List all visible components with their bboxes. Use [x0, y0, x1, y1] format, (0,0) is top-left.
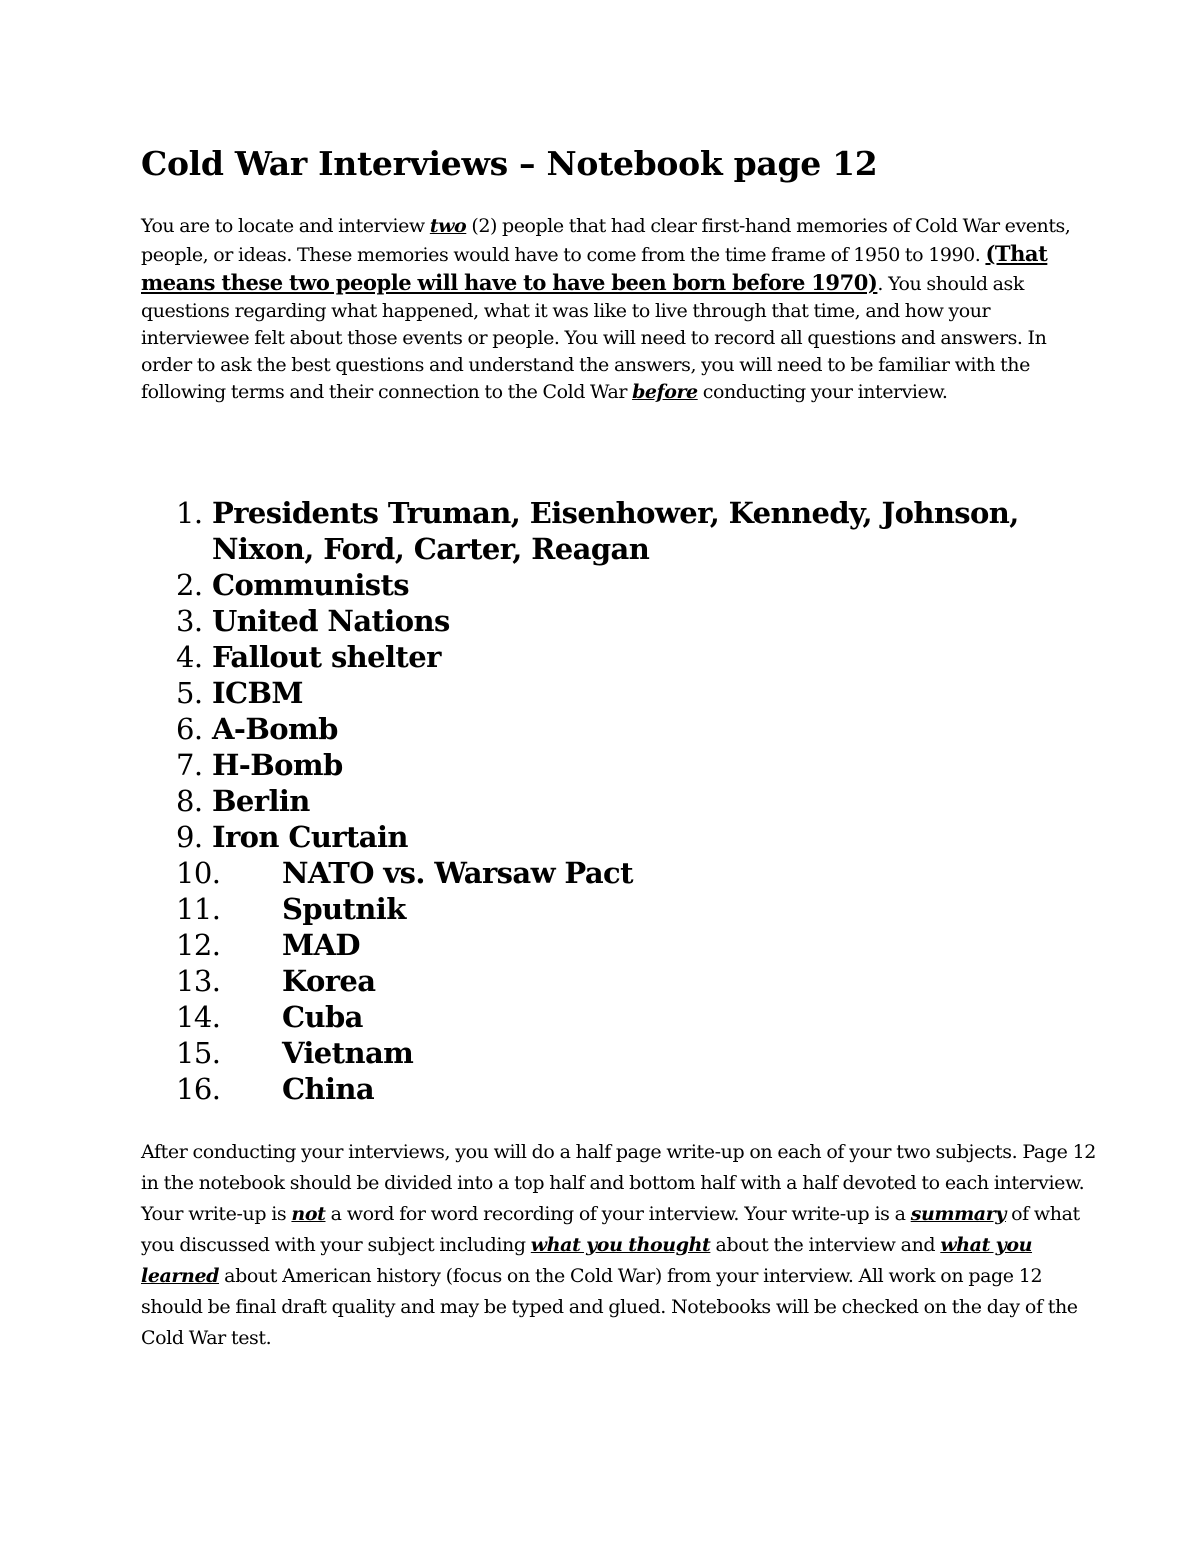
intro-text: conducting your interview.: [697, 381, 948, 403]
term-text: MAD: [282, 928, 360, 962]
instructions-text: about the interview and: [710, 1234, 941, 1256]
intro-text: . You should ask questions regarding what happened, what it was like to live through that time, and how your interviewee felt about those events or people. You will need to record all questions and answers. In order to ask the best questions and understand the answers, you will need to be familiar with the following terms and their connection to the Cold War: [141, 273, 1047, 403]
instructions-text: about American history (focus on the Cold War) from your interview. All work on page 12 should be final draft quality and may be typed and glued. Notebooks will be checked on the day of the Cold War test.: [141, 1265, 1078, 1349]
term-text: United Nations: [212, 604, 450, 638]
term-item: [141, 855, 1101, 891]
term-item: [141, 747, 1101, 783]
term-item: [141, 639, 1101, 675]
born-before-note: (That means these two people will have to have been born before 1970): [141, 241, 1048, 295]
term-item: [141, 819, 1101, 855]
term-number: 13.: [176, 964, 221, 998]
instructions-text: After conducting your interviews, you will do a half page write-up on each of your two subjects. Page 12 in the notebook should be divided into a top half and bottom half with a half devoted to each interview. Your write-up is: [141, 1141, 1096, 1225]
term-item: [141, 567, 1101, 603]
term-item: [141, 675, 1101, 711]
term-item: [141, 495, 1101, 567]
term-text: Cuba: [282, 1000, 363, 1034]
term-item: [141, 1071, 1101, 1107]
emphasis-what-you-thought: what you thought: [530, 1234, 711, 1256]
term-text: Berlin: [212, 784, 310, 818]
term-text: Communists: [212, 568, 410, 602]
terms-list: [141, 495, 1101, 1107]
term-item: [141, 927, 1101, 963]
term-number: 8.: [176, 784, 203, 818]
term-number: 15.: [176, 1036, 221, 1070]
term-text: Vietnam: [282, 1036, 414, 1070]
term-item: [141, 963, 1101, 999]
term-number: 16.: [176, 1072, 221, 1106]
instructions-paragraph: [141, 1137, 1101, 1354]
intro-text: You are to locate and interview: [141, 215, 430, 237]
term-item: [141, 999, 1101, 1035]
emphasis-two: two: [429, 215, 467, 237]
emphasis-what-you-learned: what you learned: [141, 1234, 1033, 1287]
term-text: Korea: [282, 964, 376, 998]
intro-paragraph: [141, 213, 1101, 406]
term-number: 6.: [176, 712, 203, 746]
term-item: [141, 1035, 1101, 1071]
term-text: Presidents Truman, Eisenhower, Kennedy, Johnson, Nixon, Ford, Carter, Reagan: [212, 496, 1019, 566]
term-item: [141, 603, 1101, 639]
term-text: Sputnik: [282, 892, 406, 926]
term-item: [141, 891, 1101, 927]
emphasis-summary: summary: [910, 1203, 1006, 1225]
page-title: Cold War Interviews – Notebook page 12: [141, 144, 878, 183]
emphasis-before: before: [632, 381, 698, 403]
term-number: 12.: [176, 928, 221, 962]
term-number: 14.: [176, 1000, 221, 1034]
term-number: 10.: [176, 856, 221, 890]
instructions-text: a word for word recording of your interview. Your write-up is a: [325, 1203, 911, 1225]
term-number: 2.: [176, 568, 203, 602]
term-number: 9.: [176, 820, 203, 854]
term-number: 7.: [176, 748, 203, 782]
term-text: ICBM: [212, 676, 303, 710]
term-number: 4.: [176, 640, 203, 674]
emphasis-not: not: [291, 1203, 326, 1225]
term-item: [141, 783, 1101, 819]
term-text: NATO vs. Warsaw Pact: [282, 856, 633, 890]
intro-text: (2) people that had clear first-hand memories of Cold War events, people, or ideas. These memories would have to come from the time frame of 1950 to 1990.: [141, 215, 1071, 266]
term-number: 5.: [176, 676, 203, 710]
term-number: 11.: [176, 892, 221, 926]
term-text: H-Bomb: [212, 748, 343, 782]
term-number: 3.: [176, 604, 203, 638]
term-item: [141, 711, 1101, 747]
term-text: China: [282, 1072, 375, 1106]
instructions-text: of what you discussed with your subject including: [141, 1203, 1080, 1256]
term-text: Fallout shelter: [212, 640, 441, 674]
term-number: 1.: [176, 496, 203, 530]
term-text: Iron Curtain: [212, 820, 408, 854]
term-text: A-Bomb: [212, 712, 338, 746]
